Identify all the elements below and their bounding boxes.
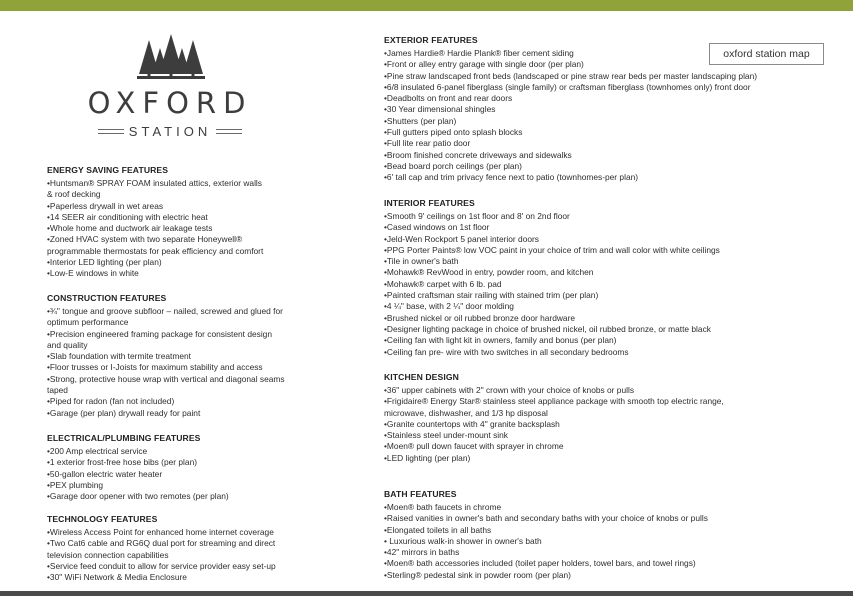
feature-line: •Interior LED lighting (per plan) <box>47 257 162 268</box>
section-interior <box>384 198 720 358</box>
feature-line: •Designer lighting package in choice of brushed nickel, oil rubbed bronze, or matte black <box>384 323 711 334</box>
section-title: TECHNOLOGY FEATURES <box>47 514 158 524</box>
feature-line: •42" mirrors in baths <box>384 547 460 558</box>
feature-line: microwave, dishwasher, and 1/3 hp disposal <box>384 407 548 418</box>
section-lines <box>384 502 708 581</box>
section-title: BATH FEATURES <box>384 489 457 499</box>
logo-brand-text: OXFORD <box>87 86 253 120</box>
feature-line: •Whole home and ductwork air leakage tests <box>47 223 213 234</box>
feature-line: •36" upper cabinets with 2" crown with your choice of knobs or pulls <box>384 385 635 395</box>
feature-line: & roof decking <box>47 189 101 200</box>
feature-line: television connection capabilities <box>47 549 169 560</box>
feature-line: •Garage door opener with two remotes (per plan) <box>47 491 229 502</box>
feature-line: •Jeld-Wen Rockport 5 panel interior doors <box>384 233 539 244</box>
feature-line: •Brushed nickel or oil rubbed bronze door hardware <box>384 312 576 323</box>
bottom-bar <box>0 591 853 596</box>
section-lines <box>47 446 229 502</box>
feature-line: •Tile in owner's bath <box>384 256 459 267</box>
logo-rule-right-2 <box>216 133 242 134</box>
feature-line: •LED lighting (per plan) <box>384 452 471 463</box>
feature-line: •Stainless steel under-mount sink <box>384 430 508 441</box>
feature-line: •6/8 insulated 6-panel fiberglass (single family) or craftsman fiberglass (townhomes only) front door <box>384 81 751 92</box>
feature-line: •Piped for radon (fan not included) <box>47 396 175 407</box>
feature-line: •Pine straw landscaped front beds (landscaped or pine straw rear beds per master landscaping plan) <box>384 70 758 81</box>
oxford-station-map-button[interactable]: oxford station map <box>709 43 824 65</box>
feature-line: •Wireless Access Point for enhanced home internet coverage <box>47 527 274 537</box>
section-lines <box>384 48 757 184</box>
feature-line: •Full lite rear patio door <box>384 138 471 149</box>
feature-line: •Sterling® pedestal sink in powder room (per plan) <box>384 569 571 580</box>
section-title: ENERGY SAVING FEATURES <box>47 165 169 175</box>
section-lines <box>384 211 720 358</box>
section-title: CONSTRUCTION FEATURES <box>47 293 167 303</box>
feature-line: •Elongated toilets in all baths <box>384 524 492 535</box>
logo-rule-left <box>98 129 124 130</box>
feature-line: •Two Cat6 cable and RG6Q dual port for streaming and direct <box>47 538 276 549</box>
feature-line: •¾" tongue and groove subfloor – nailed, screwed and glued for <box>47 306 283 316</box>
section-lines <box>47 527 276 583</box>
feature-line: •Strong, protective house wrap with vertical and diagonal seams <box>47 373 285 384</box>
section-title: KITCHEN DESIGN <box>384 372 459 382</box>
feature-line: • Luxurious walk-in shower in owner's bath <box>384 535 542 546</box>
top-accent-bar <box>0 0 853 11</box>
logo-rule-right <box>216 129 242 130</box>
section-bath <box>384 489 708 581</box>
feature-line: •Paperless drywall in wet areas <box>47 200 164 211</box>
feature-line: •6' tall cap and trim privacy fence next to patio (townhomes-per plan) <box>384 172 639 183</box>
feature-line: •1 exterior frost-free hose bibs (per plan) <box>47 457 198 468</box>
feature-line: programmable thermostats for peak efficiency and comfort <box>47 245 264 256</box>
logo-subtitle-text: STATION <box>128 124 212 139</box>
section-title: EXTERIOR FEATURES <box>384 35 478 45</box>
feature-line: •Slab foundation with termite treatment <box>47 351 191 362</box>
section-electrical <box>47 433 229 502</box>
logo-subtitle-row <box>98 124 242 140</box>
feature-line: •Ceiling fan pre- wire with two switches in all secondary bedrooms <box>384 346 629 357</box>
feature-line: •Bead board porch ceilings (per plan) <box>384 160 522 171</box>
section-title: ELECTRICAL/PLUMBING FEATURES <box>47 433 201 443</box>
feature-line: taped <box>47 385 68 396</box>
feature-line: •Huntsman® SPRAY FOAM insulated attics, exterior walls <box>47 178 262 188</box>
feature-line: •Frigidaire® Energy Star® stainless steel appliance package with smooth top electric range, <box>384 396 724 407</box>
feature-line: •Moen® bath accessories included (toilet paper holders, towel bars, and towel rings) <box>384 558 696 569</box>
section-title: INTERIOR FEATURES <box>384 198 475 208</box>
feature-line: •Granite countertops with 4" granite backsplash <box>384 418 560 429</box>
feature-line: •Painted craftsman stair railing with stained trim (per plan) <box>384 290 599 301</box>
feature-line: •Front or alley entry garage with single door (per plan) <box>384 59 584 70</box>
section-exterior <box>384 35 757 184</box>
feature-line: •Precision engineered framing package for consistent design <box>47 328 273 339</box>
feature-line: •4 ¼" base, with 2 ¼" door molding <box>384 301 514 312</box>
section-technology <box>47 514 276 583</box>
section-energy <box>47 165 263 280</box>
feature-line: •Raised vanities in owner's bath and secondary baths with your choice of knobs or pulls <box>384 513 708 524</box>
feature-line: •Cased windows on 1st floor <box>384 222 490 233</box>
feature-line: •Deadbolts on front and rear doors <box>384 93 513 104</box>
feature-line: optimum performance <box>47 317 129 328</box>
feature-line: •14 SEER air conditioning with electric heat <box>47 211 208 222</box>
feature-line: •Mohawk® carpet with 6 lb. pad <box>384 278 502 289</box>
feature-line: •50-gallon electric water heater <box>47 468 163 479</box>
section-lines <box>47 178 263 280</box>
feature-line: •30 Year dimensional shingles <box>384 104 496 115</box>
pine-trees-icon <box>135 32 207 80</box>
feature-line: •Mohawk® RevWood in entry, powder room, and kitchen <box>384 267 594 278</box>
feature-line: •PEX plumbing <box>47 479 104 490</box>
oxford-station-logo <box>60 28 280 143</box>
feature-line: •30" WiFi Network & Media Enclosure <box>47 572 187 583</box>
feature-line: •Moen® pull down faucet with sprayer in chrome <box>384 441 564 452</box>
feature-line: •PPG Porter Paints® low VOC paint in your choice of trim and wall color with white ceilings <box>384 244 720 255</box>
feature-line: •Service feed conduit to allow for service provider easy set-up <box>47 560 276 571</box>
feature-line: •Garage (per plan) drywall ready for paint <box>47 407 201 418</box>
feature-line: •Full gutters piped onto splash blocks <box>384 127 523 138</box>
logo-rule-left-2 <box>98 133 124 134</box>
feature-line: •Moen® bath faucets in chrome <box>384 502 502 512</box>
feature-line: •Floor trusses or I-Joists for maximum stability and access <box>47 362 263 373</box>
feature-line: •Smooth 9' ceilings on 1st floor and 8' on 2nd floor <box>384 211 570 221</box>
section-kitchen <box>384 372 724 464</box>
feature-line: •Shutters (per plan) <box>384 115 457 126</box>
feature-line: •Zoned HVAC system with two separate Honeywell® <box>47 234 243 245</box>
section-construction <box>47 293 285 419</box>
feature-line: •Low-E windows in white <box>47 268 139 279</box>
feature-line: and quality <box>47 339 88 350</box>
feature-line: •Ceiling fan with light kit in owners, family and bonus (per plan) <box>384 335 617 346</box>
feature-line: •Broom finished concrete driveways and sidewalks <box>384 149 572 160</box>
section-lines <box>384 385 724 464</box>
feature-line: •200 Amp electrical service <box>47 446 148 456</box>
section-lines <box>47 306 285 419</box>
feature-line: •James Hardie® Hardie Plank® fiber cement siding <box>384 48 574 58</box>
